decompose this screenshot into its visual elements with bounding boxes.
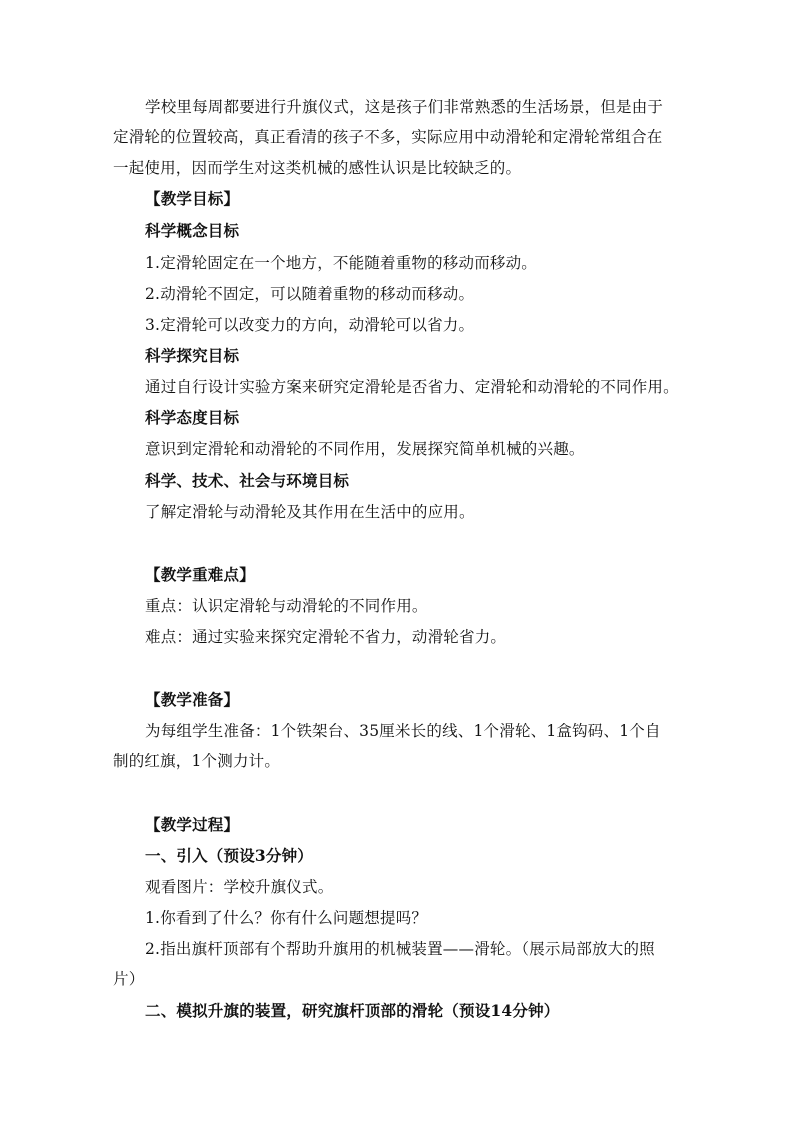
key-points-heading: 【教学重难点】 [145, 565, 255, 584]
process-section-1-item-2-line-2: 片） [113, 970, 145, 988]
process-section-1-item-2-line-1: 2.指出旗杆顶部有个帮助升旗用的机械装置——滑轮。（展示局部放大的照 [145, 940, 655, 958]
inquiry-objective-text: 通过自行设计实验方案来研究定滑轮是否省力、定滑轮和动滑轮的不同作用。 [145, 378, 679, 396]
process-section-1-intro: 观看图片：学校升旗仪式。 [145, 878, 334, 896]
process-section-2-heading: 二、模拟升旗的装置，研究旗杆顶部的滑轮（预设14分钟） [145, 1001, 560, 1020]
concept-objective-item-3: 3.定滑轮可以改变力的方向，动滑轮可以省力。 [145, 316, 475, 334]
concept-objective-heading: 科学概念目标 [145, 221, 240, 240]
key-point-difficulty: 难点：通过实验来探究定滑轮不省力，动滑轮省力。 [145, 628, 507, 646]
intro-paragraph-line-2: 定滑轮的位置较高，真正看清的孩子不多，实际应用中动滑轮和定滑轮常组合在 [113, 128, 663, 146]
stse-objective-text: 了解定滑轮与动滑轮及其作用在生活中的应用。 [145, 503, 475, 521]
objectives-heading: 【教学目标】 [145, 189, 240, 208]
process-heading: 【教学过程】 [145, 815, 240, 834]
process-section-1-item-1: 1.你看到了什么？你有什么问题想提吗？ [145, 909, 428, 927]
attitude-objective-heading: 科学态度目标 [145, 408, 240, 427]
key-point-focus: 重点：认识定滑轮与动滑轮的不同作用。 [145, 597, 428, 615]
concept-objective-item-2: 2.动滑轮不固定，可以随着重物的移动而移动。 [145, 285, 475, 303]
preparation-line-1: 为每组学生准备：1个铁架台、35厘米长的线、1个滑轮、1盒钩码、1个自 [145, 722, 661, 740]
preparation-heading: 【教学准备】 [145, 690, 240, 709]
intro-paragraph-line-1: 学校里每周都要进行升旗仪式，这是孩子们非常熟悉的生活场景，但是由于 [145, 98, 664, 116]
intro-paragraph-line-3: 一起使用，因而学生对这类机械的感性认识是比较缺乏的。 [113, 159, 522, 177]
inquiry-objective-heading: 科学探究目标 [145, 346, 240, 365]
preparation-line-2: 制的红旗，1个测力计。 [113, 752, 281, 770]
attitude-objective-text: 意识到定滑轮和动滑轮的不同作用，发展探究简单机械的兴趣。 [145, 440, 585, 458]
stse-objective-heading: 科学、技术、社会与环境目标 [145, 471, 350, 490]
process-section-1-heading: 一、引入（预设3分钟） [145, 846, 313, 865]
concept-objective-item-1: 1.定滑轮固定在一个地方，不能随着重物的移动而移动。 [145, 254, 537, 272]
